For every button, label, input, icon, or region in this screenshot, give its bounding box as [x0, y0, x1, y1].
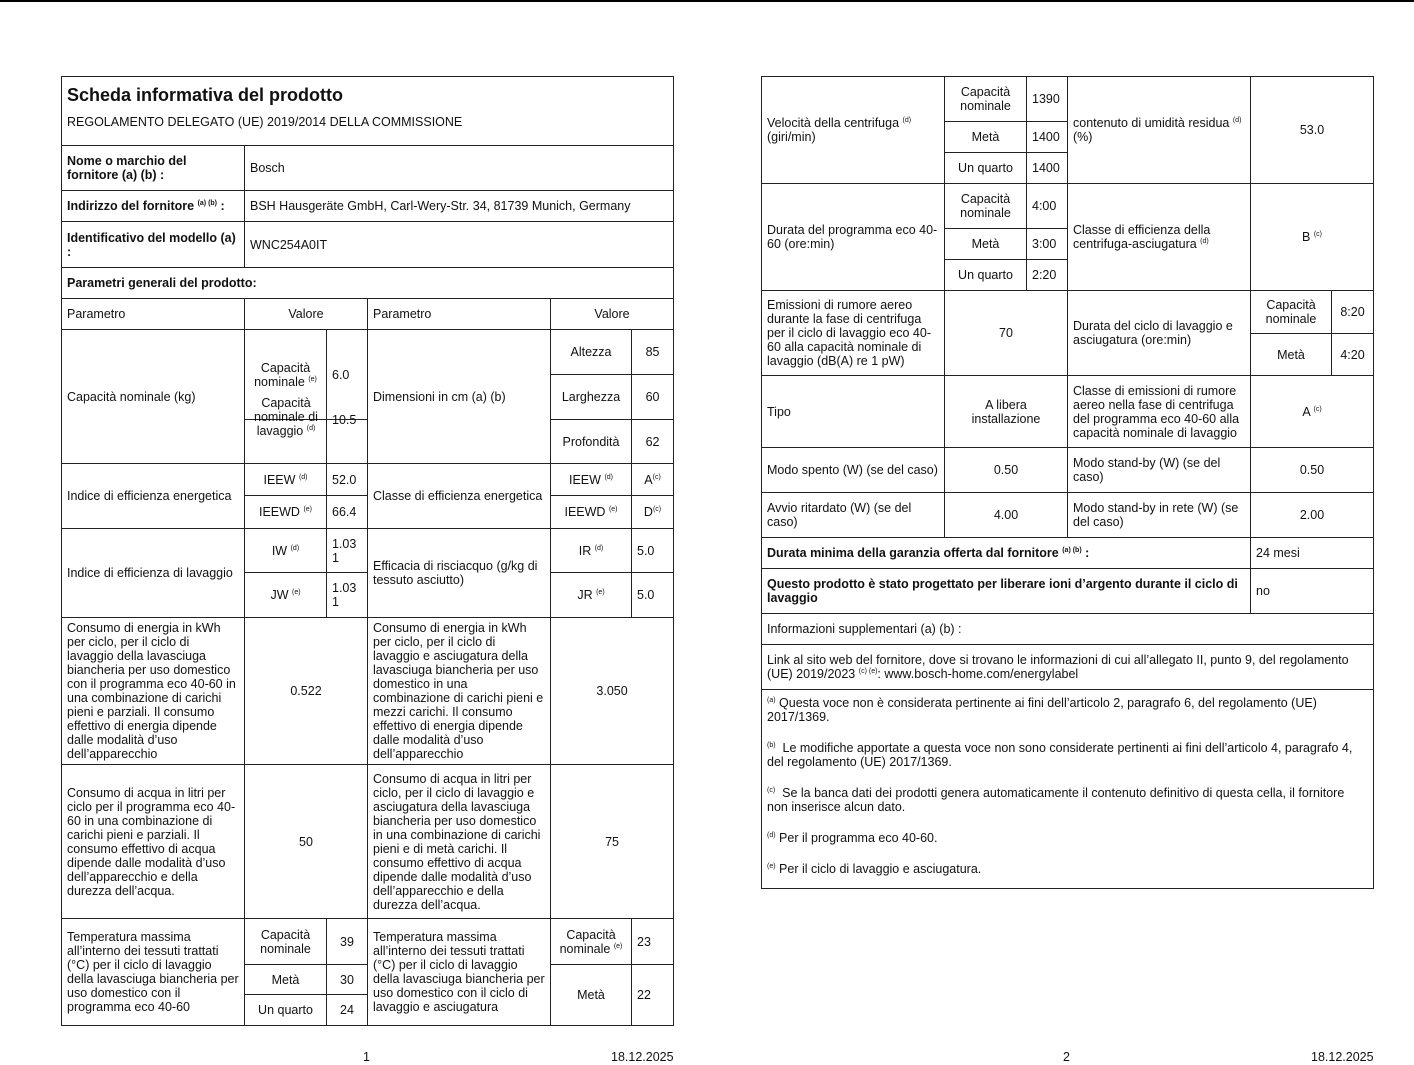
spin-class-label: Classe di efficienza della centrifuga-asciugatura	[1073, 223, 1211, 251]
spin-label: Velocità della centrifuga	[767, 116, 900, 130]
temp2-cap-label: Capacità nominale	[559, 927, 616, 956]
ieewd-value: 66.4	[327, 496, 368, 529]
page1-number: 1	[363, 1050, 370, 1064]
silver-label: Questo prodotto è stato progettato per liberare ioni d’argento durante il ciclo di lavaggio	[762, 569, 1251, 614]
moisture-label: contenuto di umidità residua	[1073, 116, 1230, 130]
note-e-text: Per il ciclo di lavaggio e asciugatura.	[779, 862, 982, 876]
warranty-label-cell	[762, 538, 1251, 569]
class-ieew-sup: (d)	[604, 473, 613, 481]
note-d-text: Per il programma eco 40-60.	[779, 831, 938, 845]
title-row	[62, 77, 674, 146]
delay-label: Avvio ritardato (W) (se del caso)	[762, 493, 945, 538]
class-ieewd-value: D	[643, 505, 653, 519]
spin-meta-value: 1400	[1027, 122, 1068, 153]
notes-cell	[762, 690, 1374, 889]
spin-quarto-value: 1400	[1027, 153, 1068, 184]
address-label-cell	[62, 191, 245, 222]
note-c	[767, 786, 1368, 814]
cap-nominal-sup: (e)	[308, 375, 317, 383]
energy-washdry-value: 3.050	[551, 618, 674, 765]
class-ieew-value-cell	[632, 464, 674, 496]
energy-wash-value: 0.522	[245, 618, 368, 765]
jw-cell	[245, 573, 327, 618]
noise-class-value: A	[1302, 404, 1310, 419]
temp2-meta-value: 22	[632, 965, 674, 1026]
temp-washdry-label: Temperatura massima all’interno dei tessuti trattati (°C) per il ciclo di lavaggio della lavasciuga biancheria per uso domestico con il ciclo di lavaggio e asciugatura	[368, 919, 551, 1026]
noise-label: Emissioni di rumore aereo durante la fase di centrifuga per il ciclo di lavaggio eco 40-60 alla capacità nominale di lavaggio (dB(A) re 1 pW)	[762, 291, 945, 376]
water-wash-value: 50	[245, 765, 368, 919]
temp-cap-nominal-label: Capacità nominale	[245, 919, 327, 965]
duration-row-1	[762, 184, 1374, 229]
iw-sup: (d)	[290, 544, 300, 552]
spin-cap-value: 1390	[1027, 77, 1068, 122]
header-row	[62, 299, 674, 330]
ir-label: IR	[578, 543, 592, 558]
page2-date: 18.12.2025	[1311, 1050, 1374, 1064]
model-row	[62, 222, 674, 268]
cap-nominal-label: Capacità nominale	[254, 360, 311, 389]
spin-class-value: B	[1302, 230, 1311, 244]
iw-value: 1.031	[327, 529, 368, 573]
ir-value: 5.0	[632, 529, 674, 573]
top-border-line	[0, 0, 1414, 2]
class-ieewd-value-cell	[632, 496, 674, 529]
header-value-1: Valore	[245, 299, 368, 330]
larghezza-label: Larghezza	[551, 375, 632, 420]
silver-row	[762, 569, 1374, 614]
address-row	[62, 191, 674, 222]
energy-class-label: Classe di efficienza energetica	[368, 464, 551, 529]
netstandby-label: Modo stand-by in rete (W) (se del caso)	[1068, 493, 1251, 538]
iw-cell	[245, 529, 327, 573]
regulation-text: REGOLAMENTO DELEGATO (UE) 2019/2014 DELLA COMMISSIONE	[67, 115, 463, 130]
wash-index-label: Indice di efficienza di lavaggio	[62, 529, 245, 618]
notes-row	[762, 690, 1374, 889]
type-label: Tipo	[762, 376, 945, 448]
spin-row-1	[762, 77, 1374, 122]
water-consumption-row	[62, 765, 674, 919]
spin-meta-label: Metà	[945, 122, 1027, 153]
ieew-value: 52.0	[327, 464, 368, 496]
duration-quarto-label: Un quarto	[945, 260, 1027, 291]
note-b	[767, 741, 1368, 769]
temp2-cap-value: 23	[632, 919, 674, 965]
product-info-sheet-page-2	[761, 76, 1374, 889]
class-ieew-value: A	[644, 472, 653, 487]
temp2-meta-label: Metà	[551, 965, 632, 1026]
duration-quarto-value: 2:20	[1027, 260, 1068, 291]
ir-cell	[551, 529, 632, 573]
rinse-label: Efficacia di risciacquo (g/kg di tessuto asciutto)	[368, 529, 551, 618]
address-sup: (a) (b)	[197, 199, 218, 207]
model-value: WNC254A0IT	[245, 222, 674, 268]
duration-cap-value: 4:00	[1027, 184, 1068, 229]
off-mode-row	[762, 448, 1374, 493]
ieewd-label: IEEWD	[258, 505, 300, 519]
warranty-row	[762, 538, 1374, 569]
standby-value: 0.50	[1251, 448, 1374, 493]
moisture-unit: (%)	[1073, 130, 1093, 144]
spin-class-label-cell	[1068, 184, 1251, 291]
ieewd-sup: (e)	[303, 505, 313, 513]
moisture-sup: (d)	[1232, 116, 1242, 124]
supplier-value: Bosch	[245, 146, 674, 191]
temp2-cap-sup: (e)	[613, 942, 623, 950]
standby-label: Modo stand-by (W) (se del caso)	[1068, 448, 1251, 493]
class-ieew-cell	[551, 464, 632, 496]
note-a	[767, 696, 1368, 724]
netstandby-value: 2.00	[1251, 493, 1374, 538]
note-d-sup: (d)	[767, 831, 776, 839]
silver-value: no	[1251, 569, 1374, 614]
type-value: A libera installazione	[945, 376, 1068, 448]
note-e	[767, 862, 1368, 876]
jw-label: JW	[270, 588, 289, 602]
class-ieew-label: IEEW	[569, 472, 601, 487]
cap-wash-label: Capacità nominale di lavaggio	[254, 396, 318, 438]
temp2-cap-cell	[551, 919, 632, 965]
ieew-cell	[245, 464, 327, 496]
jw-sup: (e)	[291, 588, 301, 596]
page2-number: 2	[1063, 1050, 1070, 1064]
link-row	[762, 645, 1374, 690]
extra-info: Informazioni supplementari (a) (b) :	[762, 614, 1374, 645]
energy-wash-label: Consumo di energia in kWh per ciclo, per il ciclo di lavaggio della lavasciuga biancheria per uso domestico con il programma eco 40-60 in una combinazione di carichi pieni e parziali. Il consumo effettivo di energia dipende dalle modalità d’uso dell’apparecchio	[62, 618, 245, 765]
duration-meta-value: 3:00	[1027, 229, 1068, 260]
cap-wash-sup: (d)	[306, 424, 316, 432]
note-e-sup: (e)	[767, 862, 776, 870]
jr-value: 5.0	[632, 573, 674, 618]
spin-sup: (d)	[902, 116, 912, 124]
washdry-duration-label: Durata del ciclo di lavaggio e asciugatura (ore:min)	[1068, 291, 1251, 376]
duration-label: Durata del programma eco 40-60 (ore:min)	[762, 184, 945, 291]
energy-index-label: Indice di efficienza energetica	[62, 464, 245, 529]
link-sup: (c) (e)	[858, 667, 878, 675]
address-label: Indirizzo del fornitore	[67, 199, 195, 213]
class-ieewd-cell	[551, 496, 632, 529]
header-param-2: Parametro	[368, 299, 551, 330]
profondita-value: 62	[632, 420, 674, 464]
duration-cap-label: Capacità nominale	[945, 184, 1027, 229]
wash-index-row-1	[62, 529, 674, 573]
class-ieewd-value-sup: (c)	[652, 505, 662, 513]
link-text-b[interactable]: : www.bosch-home.com/energylabel	[877, 667, 1079, 681]
class-ieewd-label: IEEWD	[564, 505, 606, 519]
note-b-text: Le modifiche apportate a questa voce non sono considerate pertinenti ai fini dell’articolo 4, paragrafo 4, del regolamento (UE) 2017/1369.	[767, 741, 1353, 769]
warranty-value: 24 mesi	[1251, 538, 1374, 569]
header-value-2: Valore	[551, 299, 674, 330]
delay-row	[762, 493, 1374, 538]
water-washdry-value: 75	[551, 765, 674, 919]
off-value: 0.50	[945, 448, 1068, 493]
noise-value: 70	[945, 291, 1068, 376]
duration-meta-label: Metà	[945, 229, 1027, 260]
energy-index-row-1	[62, 464, 674, 496]
warranty-colon: :	[1085, 546, 1090, 560]
note-a-text: Questa voce non è considerata pertinente ai fini dell’articolo 2, paragrafo 6, del regolamento (UE) 2017/1369.	[767, 696, 1317, 724]
supplier-label: Nome o marchio del fornitore (a) (b) :	[62, 146, 245, 191]
cap-wash-block	[245, 396, 327, 438]
note-b-sup: (b)	[767, 741, 776, 749]
jw-value: 1.031	[327, 573, 368, 618]
spin-class-value-sup: (c)	[1313, 230, 1322, 238]
altezza-value: 85	[632, 330, 674, 375]
washdry-meta-label: Metà	[1251, 334, 1332, 376]
class-ieew-value-sup: (c)	[652, 473, 661, 481]
noise-class-value-cell	[1251, 376, 1374, 448]
note-d	[767, 831, 1368, 845]
larghezza-value: 60	[632, 375, 674, 420]
link-text-a: Link al sito web del fornitore, dove si trovano le informazioni di cui all’allegato II, punto 9, del regolamento (UE) 2019/2023	[767, 653, 1349, 681]
general-params-heading: Parametri generali del prodotto:	[62, 268, 674, 299]
address-value: BSH Hausgeräte GmbH, Carl-Wery-Str. 34, 81739 Munich, Germany	[245, 191, 674, 222]
temp-meta-value: 30	[327, 965, 368, 995]
cap-wash-value: 10.5	[332, 413, 357, 427]
jr-cell	[551, 573, 632, 618]
warranty-label: Durata minima della garanzia offerta dal fornitore	[767, 546, 1059, 560]
energy-washdry-label: Consumo di energia in kWh per ciclo, per il ciclo di lavaggio e asciugatura della lavasciuga biancheria per uso domestico in una combinazione di carichi pieni e mezzi carichi. Il consumo effettivo di energia dipende dalle modalità d’uso dell’apparecchio	[368, 618, 551, 765]
capacity-row-1	[62, 330, 674, 375]
page1-date: 18.12.2025	[611, 1050, 674, 1064]
model-label: Identificativo del modello (a) :	[62, 222, 245, 268]
warranty-sup: (a) (b)	[1062, 546, 1082, 554]
water-wash-label: Consumo di acqua in litri per ciclo per il programma eco 40-60 in una combinazione di carichi pieni e parziali. Il consumo effettivo di acqua dipende dalle modalità d’uso dell’apparecchio e della durezza dell’acqua.	[62, 765, 245, 919]
ieew-label: IEEW	[263, 472, 296, 487]
link-cell	[762, 645, 1374, 690]
class-ieewd-sup: (e)	[608, 505, 618, 513]
jr-label: JR	[577, 588, 593, 602]
moisture-value: 53.0	[1251, 77, 1374, 184]
supplier-row	[62, 146, 674, 191]
spin-quarto-label: Un quarto	[945, 153, 1027, 184]
temp-wash-label: Temperatura massima all’interno dei tessuti trattati (°C) per il ciclo di lavaggio della lavasciuga biancheria per uso domestico con il programma eco 40-60	[62, 919, 245, 1026]
type-row	[762, 376, 1374, 448]
dimensions-label: Dimensioni in cm (a) (b)	[368, 330, 551, 464]
altezza-label: Altezza	[551, 330, 632, 375]
noise-row-1	[762, 291, 1374, 334]
product-info-sheet-page-1	[61, 76, 674, 1026]
note-c-text: Se la banca dati dei prodotti genera automaticamente il contenuto definitivo di questa cella, il fornitore non inserisce alcun dato.	[767, 786, 1345, 814]
water-washdry-label: Consumo di acqua in litri per ciclo, per il ciclo di lavaggio e asciugatura della lavasciuga biancheria per uso domestico in una combinazione di carichi pieni e di metà carichi. Il consumo effettivo di acqua dipende dalle modalità d’uso dell’apparecchio e della durezza dell’acqua.	[368, 765, 551, 919]
temp-meta-label: Metà	[245, 965, 327, 995]
extra-info-row	[762, 614, 1374, 645]
note-c-sup: (c)	[767, 786, 776, 794]
general-params-row	[62, 268, 674, 299]
temp-cap-value: 39	[327, 919, 368, 965]
delay-value: 4.00	[945, 493, 1068, 538]
noise-class-label: Classe di emissioni di rumore aereo nella fase di centrifuga del programma eco 40-60 alla capacità nominale di lavaggio	[1068, 376, 1251, 448]
energy-consumption-row	[62, 618, 674, 765]
spin-class-value-cell	[1251, 184, 1374, 291]
ieewd-cell	[245, 496, 327, 529]
header-param-1: Parametro	[62, 299, 245, 330]
spin-label-cell	[762, 77, 945, 184]
temp-quarto-value: 24	[327, 995, 368, 1026]
washdry-cap-label: Capacità nominale	[1251, 291, 1332, 334]
spin-unit: (giri/min)	[767, 130, 816, 144]
iw-label: IW	[271, 543, 288, 558]
note-a-sup: (a)	[767, 696, 776, 704]
sheet-title: Scheda informativa del prodotto	[67, 85, 344, 105]
ieew-sup: (d)	[298, 473, 308, 481]
temperature-row-1	[62, 919, 674, 965]
temp-quarto-label: Un quarto	[245, 995, 327, 1026]
address-colon: :	[220, 199, 225, 213]
spin-class-sup: (d)	[1200, 237, 1209, 245]
washdry-meta-value: 4:20	[1332, 334, 1374, 376]
capacity-label: Capacità nominale (kg)	[62, 330, 245, 464]
jr-sup: (e)	[596, 588, 605, 596]
ir-sup: (d)	[594, 544, 604, 552]
cap-nominal-value: 6.0	[327, 330, 368, 420]
noise-class-value-sup: (c)	[1313, 405, 1322, 413]
profondita-label: Profondità	[551, 420, 632, 464]
off-label: Modo spento (W) (se del caso)	[762, 448, 945, 493]
spin-cap-label: Capacità nominale	[945, 77, 1027, 122]
moisture-label-cell	[1068, 77, 1251, 184]
washdry-cap-value: 8:20	[1332, 291, 1374, 334]
